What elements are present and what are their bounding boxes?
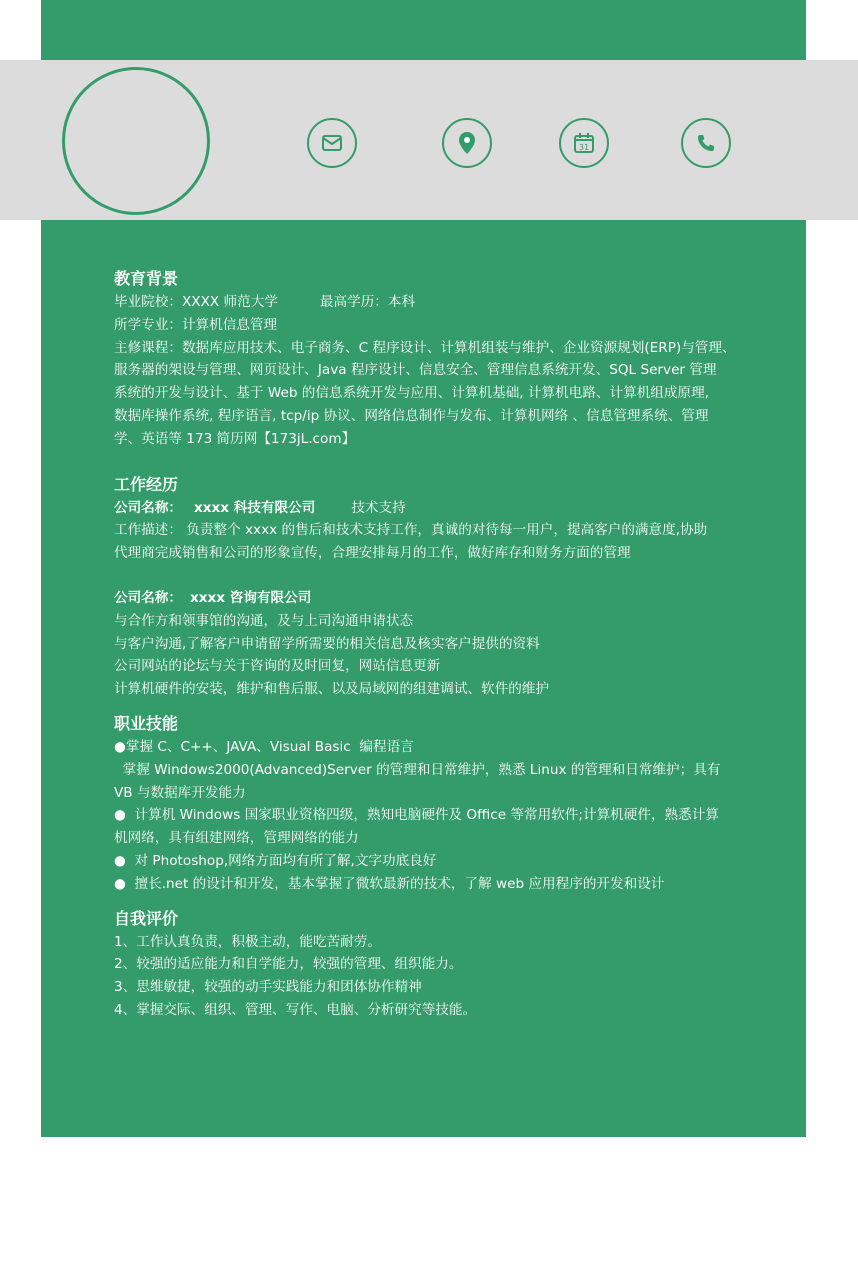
self-eval-line: 2、较强的适应能力和自学能力，较强的管理、组织能力。	[114, 956, 463, 973]
degree-label: 最高学历：	[319, 294, 388, 310]
skill-line: 掌握 Windows2000(Advanced)Server 的管理和日常维护，熟悉 Linux 的管理和日常维护；具有	[114, 761, 721, 778]
skill-line: ● 计算机 Windows 国家职业资格四级，熟知电脑硬件及 Office 等常用软件;计算机硬件，熟悉计算	[114, 807, 719, 824]
job1-position: 技术支持	[351, 499, 406, 516]
courses-line: 学、英语等 173 简历网【173jL.com】	[114, 430, 356, 447]
phone-icon[interactable]	[681, 118, 731, 168]
calendar-icon[interactable]	[559, 118, 609, 168]
job1-desc-line: 代理商完成销售和公司的形象宣传，合理安排每月的工作，做好库存和财务方面的管理	[114, 545, 631, 562]
skill-line: ● 对 Photoshop,网络方面均有所了解,文字功底良好	[114, 852, 437, 869]
job1-company-line	[114, 497, 764, 520]
school-value: XXXX 师范大学	[181, 294, 278, 310]
calendar-day-label: 31	[578, 143, 590, 152]
school-label: 毕业院校：	[114, 294, 182, 310]
courses-line: 主修课程：数据库应用技术、电子商务、C 程序设计、计算机组装与维护、企业资源规划(ERP)与管理、	[114, 339, 736, 356]
job1-desc-line: 工作描述： 负责整个 xxxx 的售后和技术支持工作，真诚的对待每一用户，提高客户的满意度,协助	[114, 522, 708, 539]
job2-duty: 计算机硬件的安装，维护和售后服、以及局域网的组建调试、软件的维护	[114, 681, 549, 698]
courses-line: 系统的开发与设计、基于 Web 的信息系统开发与应用、计算机基础, 计算机电路、计算机组成原理,	[114, 385, 709, 402]
major-value: 计算机信息管理	[181, 316, 278, 333]
skill-line: VB 与数据库开发能力	[114, 784, 246, 801]
resume-content	[114, 267, 764, 1022]
self-eval-line: 4、掌握交际、组织、管理、写作、电脑、分析研究等技能。	[114, 1001, 477, 1018]
degree-value: 本科	[387, 294, 416, 310]
skills-title: 职业技能	[114, 713, 179, 733]
self-eval-line: 1、工作认真负责，积极主动，能吃苦耐劳。	[114, 933, 381, 950]
job2-company-line	[114, 587, 764, 610]
job2-duty: 公司网站的论坛与关于咨询的及时回复，网站信息更新	[114, 658, 441, 675]
self-eval-title: 自我评价	[114, 908, 179, 928]
school-line	[114, 291, 764, 314]
skill-line: 机网络，具有组建网络，管理网络的能力	[114, 830, 359, 847]
self-eval-line: 3、思维敏捷，较强的动手实践能力和团体协作精神	[114, 979, 422, 996]
job2-duty: 与合作方和领事馆的沟通，及与上司沟通申请状态	[114, 612, 414, 629]
major-line	[114, 314, 764, 337]
education-title: 教育背景	[114, 269, 179, 288]
skill-line: ● 擅长.net 的设计和开发，基本掌握了微软最新的技术，了解 web 应用程序的开发和设计	[114, 875, 665, 892]
job2-company-label: 公司名称：	[114, 589, 182, 606]
job1-company-label: 公司名称：	[114, 499, 182, 516]
courses-line: 数据库操作系统, 程序语言, tcp/ip 协议、网络信息制作与发布、计算机网络 、信息管理系统、管理	[114, 407, 709, 424]
job1-company: xxxx 科技有限公司	[193, 499, 316, 516]
mail-icon[interactable]	[307, 118, 357, 168]
job2-company: xxxx 咨询有限公司	[189, 589, 312, 606]
major-label: 所学专业：	[114, 316, 182, 333]
location-pin-icon[interactable]	[442, 118, 492, 168]
skill-line: ●掌握 C、C++、JAVA、Visual Basic 编程语言	[114, 738, 414, 755]
courses-line: 服务器的架设与管理、网页设计、Java 程序设计、信息安全、管理信息系统开发、SQL Server 管理	[114, 362, 717, 379]
work-title: 工作经历	[114, 474, 179, 494]
avatar-photo-frame	[62, 67, 210, 215]
job2-duty: 与客户沟通,了解客户申请留学所需要的相关信息及核实客户提供的资料	[114, 635, 540, 652]
